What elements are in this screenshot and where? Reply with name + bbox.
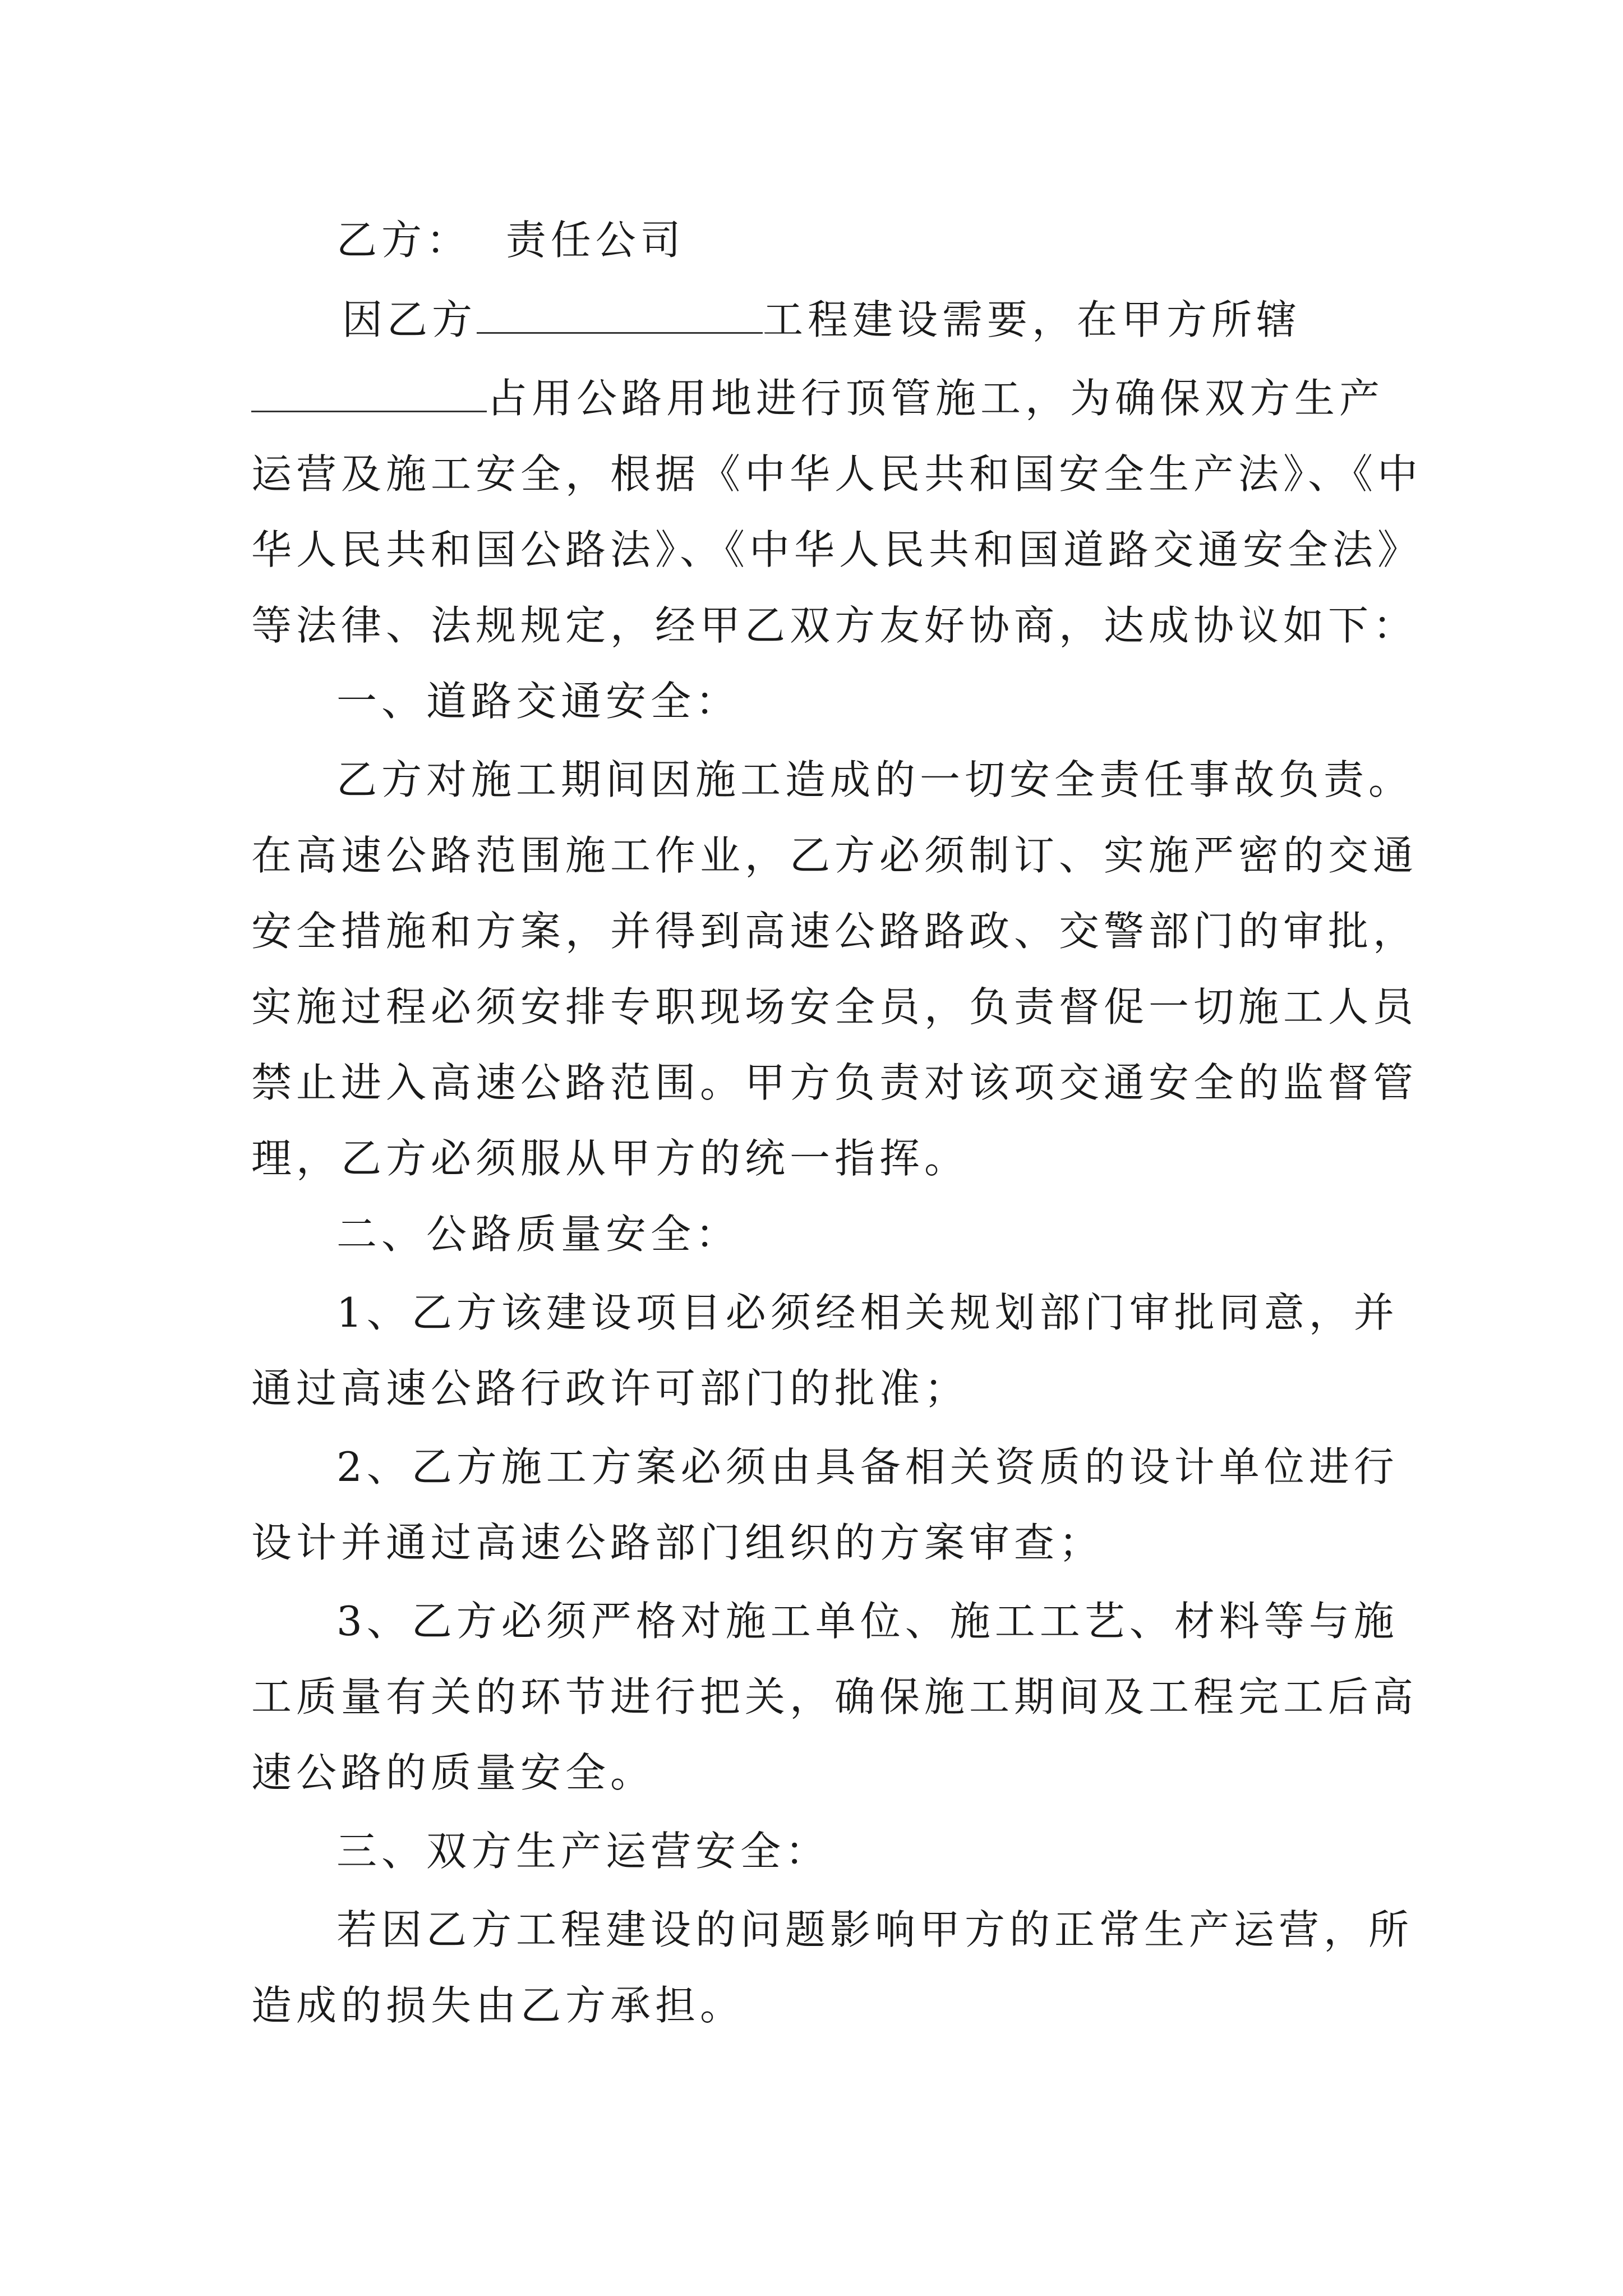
section-3-line: 造成的损失由乙方承担。: [251, 1982, 745, 2029]
section-3-line: 若因乙方工程建设的问题影响甲方的正常生产运营，所: [336, 1906, 1414, 1953]
party-b-label: 乙方：: [336, 217, 472, 264]
project-name-blank: [477, 295, 763, 334]
party-b-line: [336, 212, 685, 268]
section-1-line: 禁止进入高速公路范围。甲方负责对该项交通安全的监督管: [251, 1059, 1418, 1106]
section-1-line: 安全措施和方案，并得到高速公路路政、交警部门的审批，: [251, 908, 1418, 955]
intro-suffix: 工程建设需要，在甲方所辖: [763, 296, 1302, 343]
section-2-item-2: 2、乙方施工方案必须由具备相关资质的设计单位进行: [336, 1443, 1399, 1490]
section-1-line: 在高速公路范围施工作业，乙方必须制订、实施严密的交通: [251, 832, 1418, 879]
intro-prefix: 因乙方: [342, 296, 477, 343]
party-b-value: 责任公司: [505, 217, 685, 264]
section-2-item-3-cont: 速公路的质量安全。: [251, 1749, 656, 1796]
intro-line-2-text: 占用公路用地进行顶管施工，为确保双方生产: [487, 375, 1385, 422]
location-blank: [251, 374, 487, 412]
section-3-heading: 三、双方生产运营安全：: [336, 1828, 831, 1875]
section-1-line: 乙方对施工期间因施工造成的一切安全责任事故负责。: [336, 756, 1414, 803]
section-2-item-2-cont: 设计并通过高速公路部门组织的方案审查；: [251, 1519, 1104, 1566]
section-2-item-3: 3、乙方必须严格对施工单位、施工工艺、材料等与施: [336, 1598, 1399, 1645]
section-1-line: 实施过程必须安排专职现场安全员，负责督促一切施工人员: [251, 983, 1418, 1030]
section-2-item-1: 1、乙方该建设项目必须经相关规划部门审批同意，并: [336, 1289, 1399, 1336]
section-2-item-1-cont: 通过高速公路行政许可部门的批准；: [251, 1365, 970, 1412]
intro-line-3: 运营及施工安全，根据《中华人民共和国安全生产法》、《中: [251, 450, 1423, 498]
section-2-item-3-cont: 工质量有关的环节进行把关，确保施工期间及工程完工后高: [251, 1673, 1418, 1720]
section-1-line: 理，乙方必须服从甲方的统一指挥。: [251, 1135, 970, 1182]
intro-line-5: 等法律、法规规定，经甲乙双方友好协商，达成协议如下：: [251, 602, 1418, 649]
intro-line-2: [251, 370, 1384, 426]
intro-line-4: 华人民共和国公路法》、《中华人民共和国道路交通安全法》: [251, 526, 1423, 573]
section-1-heading: 一、道路交通安全：: [336, 678, 741, 725]
section-2-heading: 二、公路质量安全：: [336, 1211, 741, 1258]
intro-line-1: [342, 292, 1301, 348]
